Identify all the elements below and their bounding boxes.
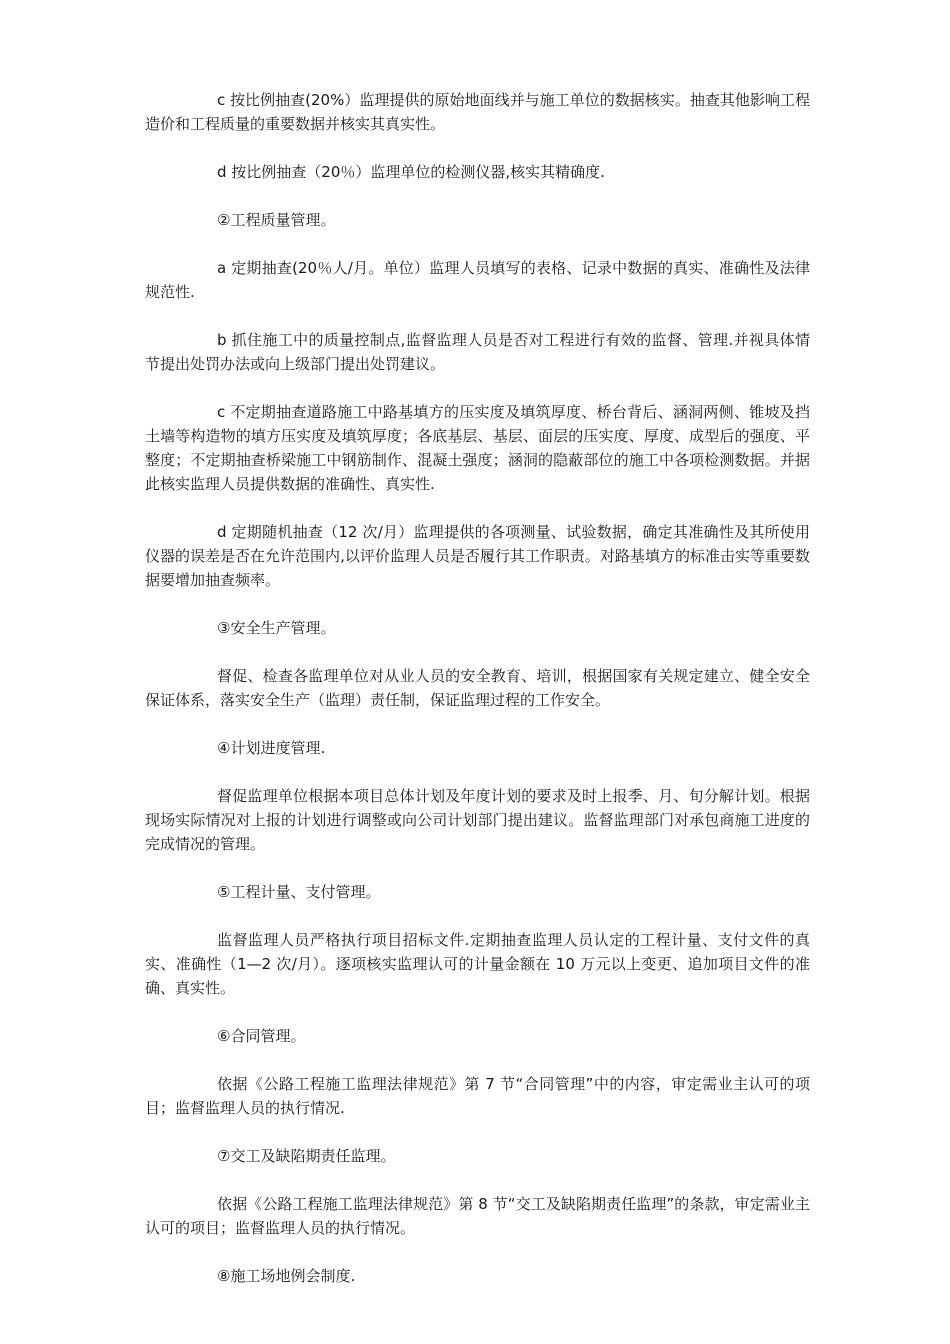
section-heading-handover-defects: ⑦交工及缺陷期责任监理。 xyxy=(217,1147,396,1165)
document-body xyxy=(145,88,810,1312)
section-heading-schedule-management: ④计划进度管理. xyxy=(217,739,326,757)
section-heading-safety-management: ③安全生产管理。 xyxy=(217,619,336,637)
paragraph-c-original-ground-line-check: c 按比例抽查(20%）监理提供的原始地面线并与施工单位的数据核实。抽查其他影响工程造价和工程质量的重要数据并核实其真实性。 xyxy=(145,91,810,133)
section-heading-quality-management: ②工程质量管理。 xyxy=(217,211,336,229)
paragraph-schedule-reporting: 督促监理单位根据本项目总体计划及年度计划的要求及时上报季、月、旬分解计划。根据现场实际情况对上报的计划进行调整或向公司计划部门提出建议。监督监理部门对承包商施工进度的完成情况的管理。 xyxy=(145,787,810,853)
paragraph-a-form-spot-check: a 定期抽查(20％人/月。单位）监理人员填写的表格、记录中数据的真实、准确性及法律规范性. xyxy=(145,259,810,301)
paragraph-safety-education: 督促、检查各监理单位对从业人员的安全教育、培训，根据国家有关规定建立、健全安全保证体系，落实安全生产（监理）责任制，保证监理过程的工作安全。 xyxy=(145,667,810,709)
paragraph-b-quality-control-points: b 抓住施工中的质量控制点,监督监理人员是否对工程进行有效的监督、管理.并视具体情节提出处罚办法或向上级部门提出处罚建议。 xyxy=(145,331,810,373)
paragraph-c-compaction-check: c 不定期抽查道路施工中路基填方的压实度及填筑厚度、桥台背后、涵洞两侧、锥坡及挡土墙等构造物的填方压实度及填筑厚度；各底基层、基层、面层的压实度、厚度、成型后的强度、平整度；不定期抽查桥梁施工中钢筋制作、混凝土强度；涵洞的隐蔽部位的施工中各项检测数据。并据此核实监理人员提供数据的准确性、真实性. xyxy=(145,403,810,493)
paragraph-measurement-payment: 监督监理人员严格执行项目招标文件.定期抽查监理人员认定的工程计量、支付文件的真实、准确性（1—2 次/月）。逐项核实监理认可的计量金额在 10 万元以上变更、追加项目文件的准确、真实性。 xyxy=(145,931,810,997)
section-heading-site-meetings: ⑧施工场地例会制度. xyxy=(217,1267,356,1285)
paragraph-d-instrument-check: d 按比例抽查（20％）监理单位的检测仪器,核实其精确度. xyxy=(217,163,605,181)
section-heading-contract-management: ⑥合同管理。 xyxy=(217,1027,306,1045)
section-heading-measurement-payment: ⑤工程计量、支付管理。 xyxy=(217,883,381,901)
paragraph-d-random-test-data-check: d 定期随机抽查（12 次/月）监理提供的各项测量、试验数据，确定其准确性及其所使用仪器的误差是否在允许范围内,以评价监理人员是否履行其工作职责。对路基填方的标准击实等重要数据要增加抽查频率。 xyxy=(145,523,810,589)
paragraph-handover-defects: 依据《公路工程施工监理法律规范》第 8 节“交工及缺陷期责任监理”的条款，审定需业主认可的项目；监督监理人员的执行情况。 xyxy=(145,1195,810,1237)
paragraph-contract-management: 依据《公路工程施工监理法律规范》第 7 节“合同管理”中的内容，审定需业主认可的项目；监督监理人员的执行情况. xyxy=(145,1075,810,1117)
